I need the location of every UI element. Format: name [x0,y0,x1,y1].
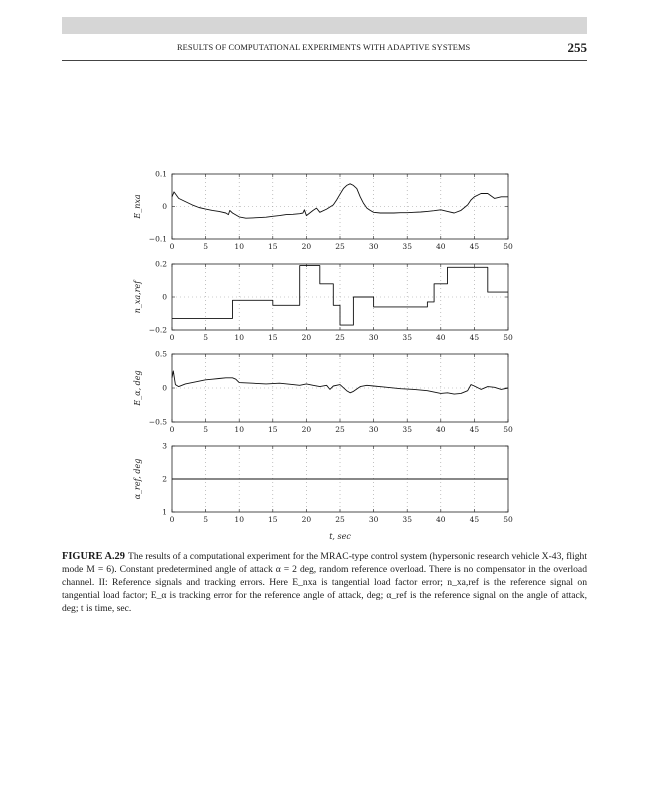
panel-3-xtick-label: 10 [234,425,244,434]
panel-1-ytick-label: 0.1 [155,169,167,179]
panel-2-xtick-label: 50 [503,333,513,342]
panel-1-ylabel: E_nxa [133,194,142,219]
panel-4-xtick-label: 15 [268,515,278,524]
panel-2-xtick-label: 10 [234,333,244,342]
panel-1-ytick-label: −0.1 [148,234,167,244]
panel-4-ylabel: α_ref, deg [133,458,142,500]
panel-2-series-line [172,266,508,326]
panel-3-xtick-label: 5 [203,425,208,434]
panel-2-ylabel: n_xa,ref [133,280,142,314]
panel-3-xtick-label: 15 [268,425,278,434]
caption-text: The results of a computational experiment for the MRAC-type control system (hypersonic research vehicle X-43, flight mode M = 6). Constant predetermined angle of attack α = 2 deg, random reference overload. There is no compensator in the overload channel. II: Reference signals and tracking errors. Here E_nxa is tangential load factor error; n_xa,ref is the reference signal on tangential load factor; E_α is tracking error for the reference angle of attack, deg; α_ref is the reference signal on the angle of attack, deg; t is time, sec. [62,551,587,614]
panel-2-xtick-label: 5 [203,333,208,342]
panel-1-xtick-label: 50 [503,242,513,251]
panel-2-xtick-label: 40 [436,333,446,342]
page-number: 255 [567,40,587,55]
panel-3-xtick-label: 45 [469,425,480,434]
panel-4-xtick-label: 35 [402,515,412,524]
panel-3-ytick-label: −0.5 [148,417,167,427]
panel-1-xtick-label: 40 [436,242,446,251]
panel-3-ytick-label: 0.5 [155,349,167,359]
panel-1-ytick-label: 0 [162,202,167,211]
panel-2-ytick-label: 0 [162,292,167,302]
panel-1-xtick-label: 25 [335,242,345,251]
panel-3-xtick-label: 0 [169,425,175,434]
panel-4-xtick-label: 5 [203,515,208,524]
panel-4-xtick-label: 0 [169,515,175,524]
panel-3-ylabel: E_α, deg [133,370,142,406]
panel-4-xtick-label: 25 [335,515,345,524]
panel-2-ytick-label: −0.2 [148,325,167,335]
panel-2-xtick-label: 45 [469,333,480,342]
panel-4-xtick-label: 30 [368,515,379,524]
panel-4-ytick-label: 3 [162,441,167,451]
panel-3-xtick-label: 20 [301,425,312,434]
panel-4-xtick-label: 40 [436,515,446,524]
panel-1-xtick-label: 35 [402,242,412,251]
panel-3-xtick-label: 40 [436,425,446,434]
panel-4-xtick-label: 45 [469,515,480,524]
panel-3-xtick-label: 30 [368,425,379,434]
panel-4-ytick-label: 1 [162,507,167,517]
panel-1-xtick-label: 15 [268,242,278,251]
panel-2-xtick-label: 35 [402,333,412,342]
panel-2-xtick-label: 0 [169,333,175,342]
panel-1-xtick-label: 0 [169,242,175,251]
panel-4-xtick-label: 10 [234,515,244,524]
panel-4-ytick-label: 2 [162,474,167,484]
panel-3-xtick-label: 50 [503,425,513,434]
figure-label: FIGURE A.29 [62,551,125,562]
x-axis-label: t, sec [329,532,351,541]
panel-4-xtick-label: 20 [301,515,312,524]
panel-1-xtick-label: 5 [203,242,208,251]
panel-4-xtick-label: 50 [503,515,513,524]
panel-2-ytick-label: 0.2 [155,259,167,269]
panel-3-xtick-label: 25 [335,425,345,434]
panel-3-ytick-label: 0 [162,383,167,393]
panel-1-xtick-label: 30 [368,242,379,251]
panel-1-xtick-label: 20 [301,242,312,251]
running-title: RESULTS OF COMPUTATIONAL EXPERIMENTS WITH ADAPTIVE SYSTEMS [177,43,471,52]
panel-2-xtick-label: 30 [368,333,379,342]
panel-1-xtick-label: 45 [469,242,480,251]
panel-2-xtick-label: 25 [335,333,345,342]
panel-1-series-line [172,184,508,218]
panel-2-xtick-label: 15 [268,333,278,342]
figure-caption [62,550,587,615]
panel-1-xtick-label: 10 [234,242,244,251]
panel-2-xtick-label: 20 [301,333,312,342]
panel-3-xtick-label: 35 [402,425,412,434]
